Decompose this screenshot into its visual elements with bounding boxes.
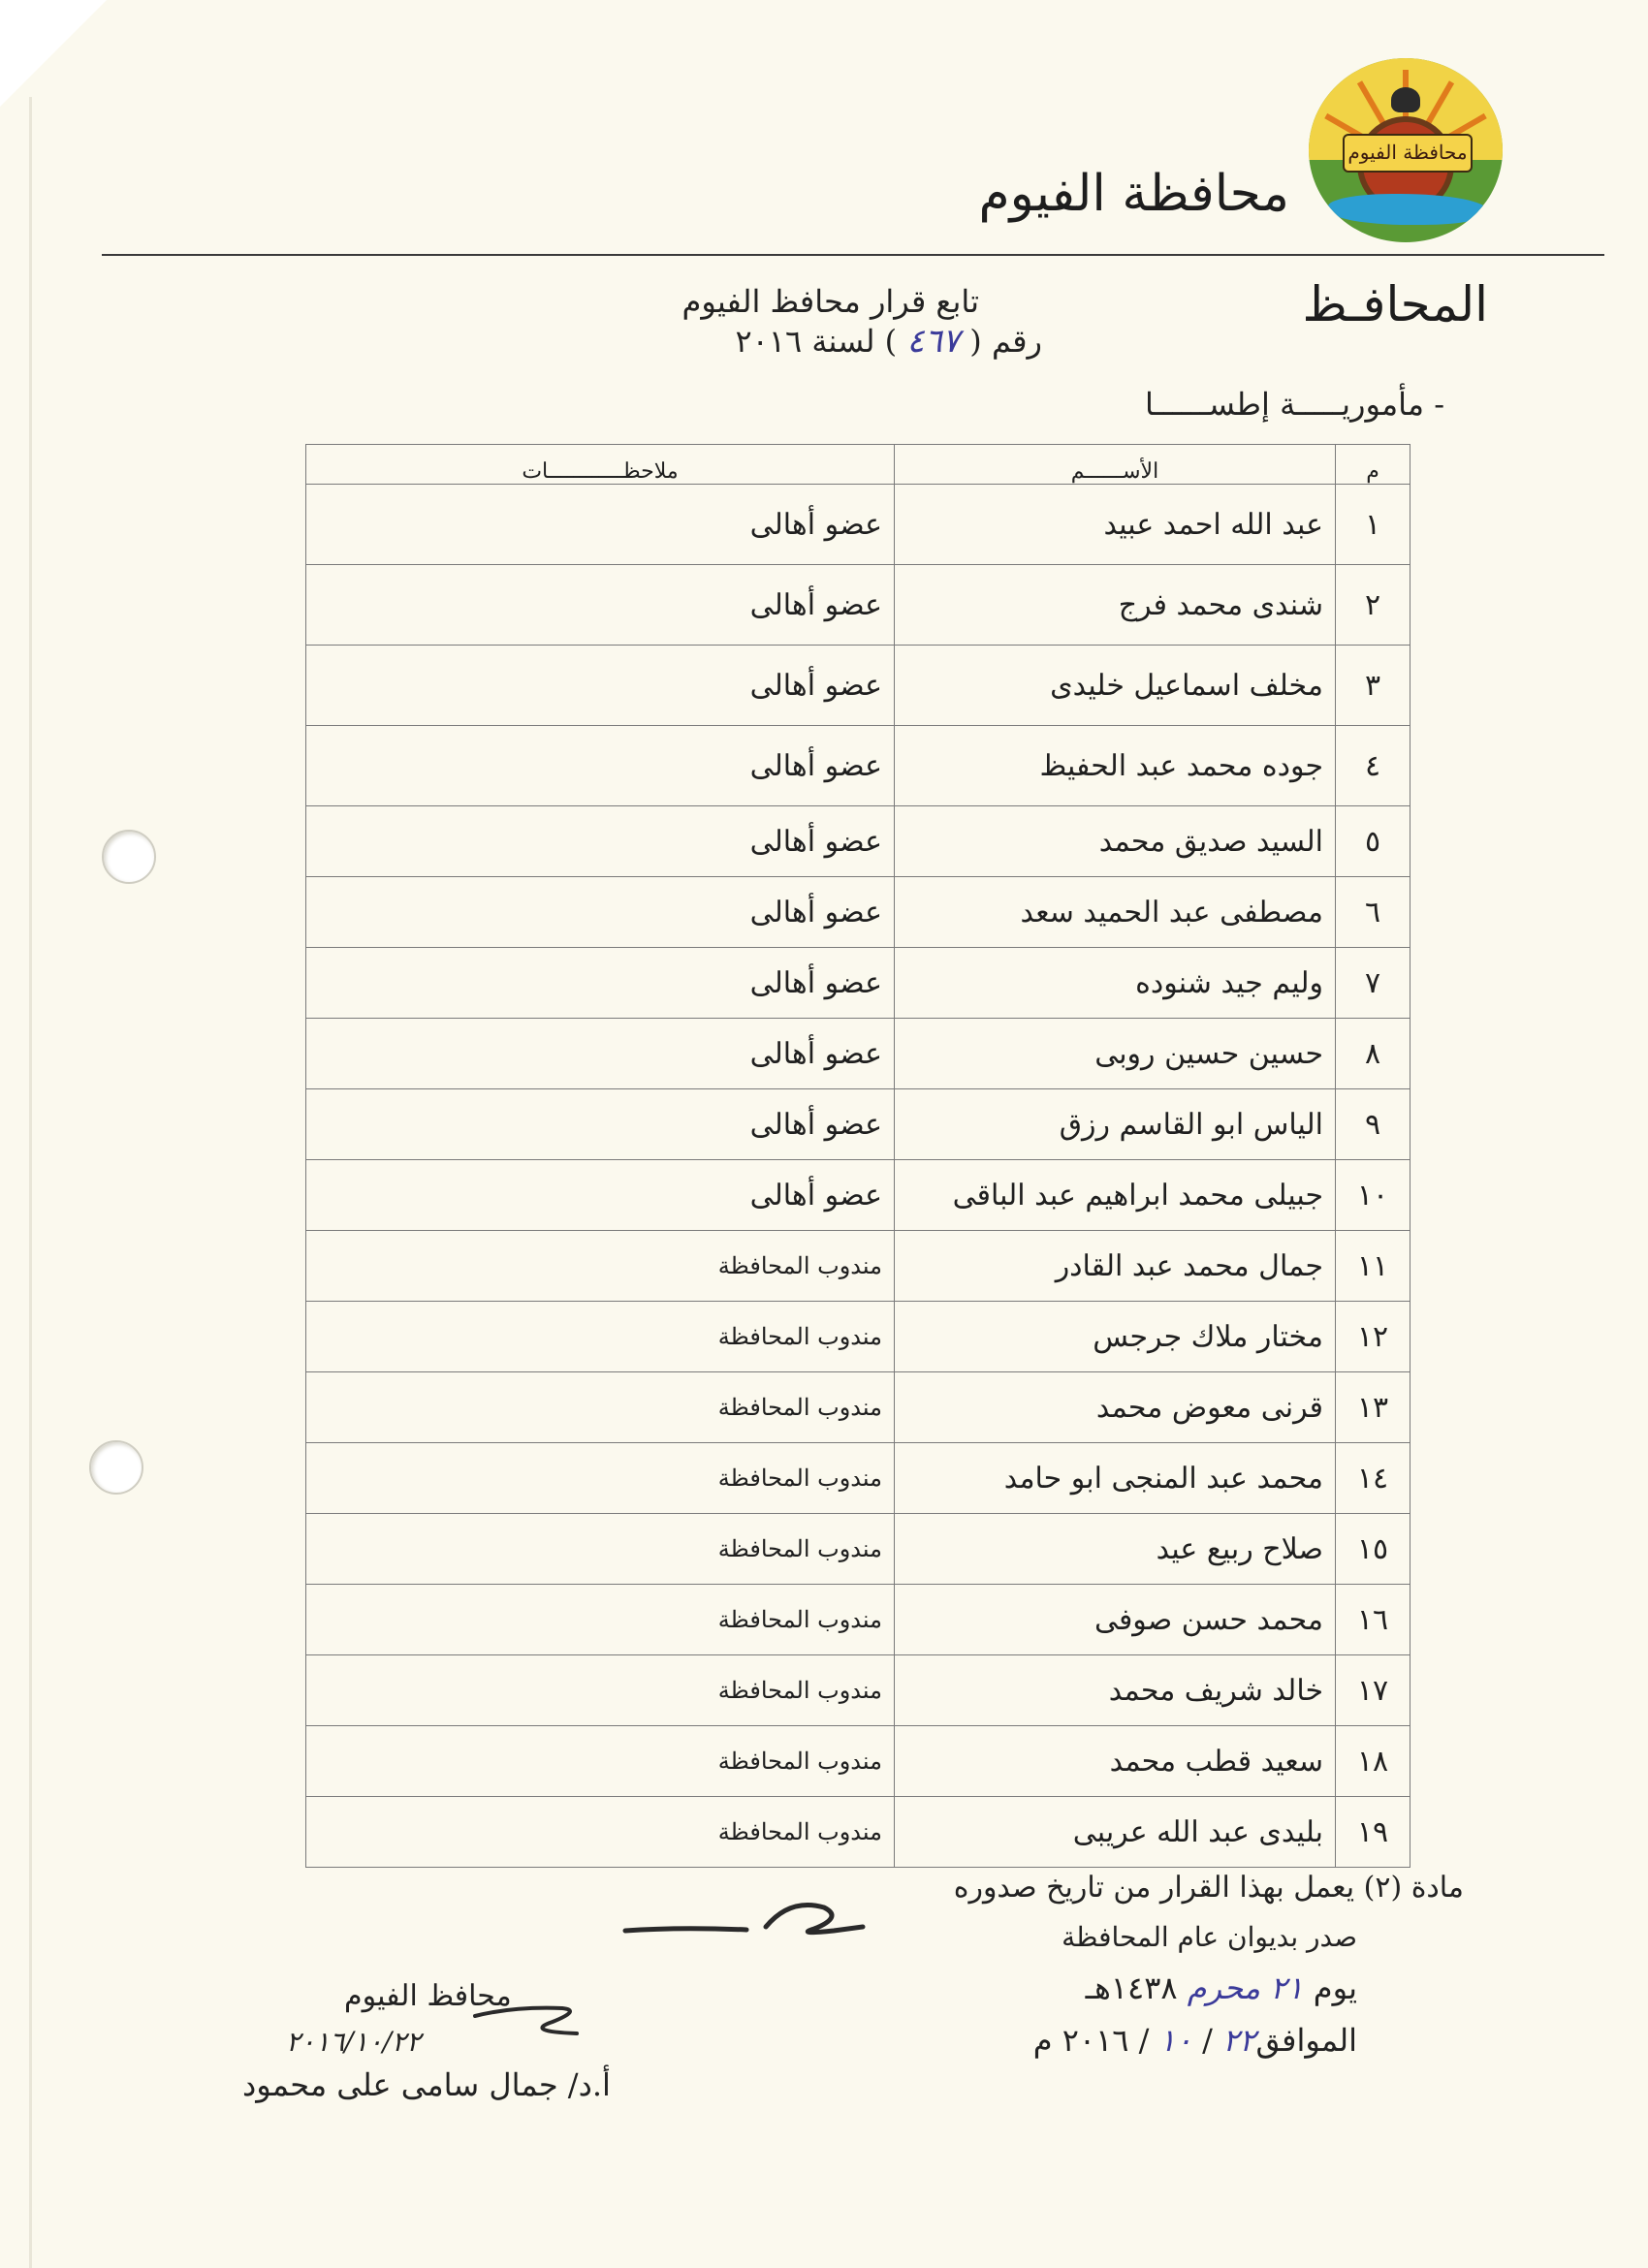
row-number: ٩ [1336, 1089, 1410, 1160]
row-number: ٦ [1336, 877, 1410, 948]
decision-number-prefix: رقم ( [969, 323, 1042, 360]
member-note: مندوب المحافظة [306, 1231, 895, 1302]
member-name: مصطفى عبد الحميد سعد [895, 877, 1336, 948]
initials-scribble [620, 1888, 872, 1946]
row-number: ١١ [1336, 1231, 1410, 1302]
greg-month: ١٠ [1158, 2022, 1192, 2059]
member-name: السيد صديق محمد [895, 806, 1336, 877]
member-note: عضو أهالى [306, 1160, 895, 1231]
member-note: عضو أهالى [306, 646, 895, 726]
table-row [306, 1443, 1410, 1514]
row-number: ٥ [1336, 806, 1410, 877]
header-notes: ملاحظــــــــــــات [306, 445, 895, 485]
header-num: م [1336, 445, 1410, 485]
header-divider [102, 254, 1604, 256]
row-number: ٢ [1336, 565, 1410, 646]
table-row [306, 1797, 1410, 1868]
folded-corner [0, 0, 107, 107]
greg-day: ٢٢ [1222, 2022, 1256, 2059]
punch-hole-bottom [89, 1440, 143, 1495]
issued-at-line: صدر بديوان عام المحافظة [1062, 1921, 1357, 1953]
member-note: عضو أهالى [306, 485, 895, 565]
member-note: مندوب المحافظة [306, 1372, 895, 1443]
table-row [306, 1089, 1410, 1160]
member-name: مخلف اسماعيل خليدى [895, 646, 1336, 726]
table-header-row [306, 445, 1410, 485]
member-note: عضو أهالى [306, 726, 895, 806]
row-number: ١٩ [1336, 1797, 1410, 1868]
decision-number-value: ٤٦٧ [906, 322, 961, 361]
member-note: عضو أهالى [306, 1089, 895, 1160]
table-row [306, 877, 1410, 948]
lake-icon [1328, 194, 1488, 225]
member-note: عضو أهالى [306, 565, 895, 646]
row-number: ١ [1336, 485, 1410, 565]
table-row [306, 1585, 1410, 1655]
table-row [306, 1302, 1410, 1372]
decision-number-suffix: ) لسنة ٢٠١٦ [735, 323, 898, 360]
member-name: جوده محمد عبد الحفيظ [895, 726, 1336, 806]
governorate-logo-emblem [1309, 58, 1503, 242]
decision-number-line [735, 322, 1042, 361]
member-note: عضو أهالى [306, 948, 895, 1019]
member-note: مندوب المحافظة [306, 1585, 895, 1655]
greg-prefix: الموافق [1255, 2022, 1357, 2059]
member-name: الياس ابو القاسم رزق [895, 1089, 1336, 1160]
table-row [306, 726, 1410, 806]
member-name: جبيلى محمد ابراهيم عبد الباقى [895, 1160, 1336, 1231]
member-note: مندوب المحافظة [306, 1797, 895, 1868]
row-number: ٧ [1336, 948, 1410, 1019]
row-number: ١٥ [1336, 1514, 1410, 1585]
row-number: ١٤ [1336, 1443, 1410, 1514]
member-name: بليدى عبد الله عريبى [895, 1797, 1336, 1868]
hijri-year: ١٤٣٨هـ [1085, 1969, 1178, 2006]
row-number: ١٨ [1336, 1726, 1410, 1797]
signature-scribble [465, 1977, 591, 2055]
table-row [306, 485, 1410, 565]
row-number: ٣ [1336, 646, 1410, 726]
district-heading: - مأموريـــــة إطســــــا [1144, 386, 1444, 423]
governor-heading: المحافـظ [1302, 276, 1488, 332]
table-row [306, 1160, 1410, 1231]
member-name: مختار ملاك جرجس [895, 1302, 1336, 1372]
governorate-title: محافظة الفيوم [978, 165, 1289, 223]
row-number: ١٧ [1336, 1655, 1410, 1726]
table-row [306, 565, 1410, 646]
table-row [306, 806, 1410, 877]
member-note: مندوب المحافظة [306, 1726, 895, 1797]
header-name: الأســــــم [895, 445, 1336, 485]
table-row [306, 1231, 1410, 1302]
hijri-prefix: يوم [1313, 1969, 1357, 2006]
member-name: محمد حسن صوفى [895, 1585, 1336, 1655]
member-name: جمال محمد عبد القادر [895, 1231, 1336, 1302]
table-row [306, 1655, 1410, 1726]
member-note: مندوب المحافظة [306, 1443, 895, 1514]
row-number: ١٢ [1336, 1302, 1410, 1372]
row-number: ٤ [1336, 726, 1410, 806]
member-name: صلاح ربيع عيد [895, 1514, 1336, 1585]
table-row [306, 646, 1410, 726]
member-name: خالد شريف محمد [895, 1655, 1336, 1726]
table-row [306, 1019, 1410, 1089]
decision-follow-line: تابع قرار محافظ الفيوم [681, 283, 979, 320]
table-row [306, 948, 1410, 1019]
signature-official-title: محافظ الفيوم [344, 1979, 512, 2013]
gregorian-date-line: الموافق٢٢ / ١٠ / ٢٠١٦ م [1032, 2022, 1357, 2059]
member-name: قرنى معوض محمد [895, 1372, 1336, 1443]
member-note: مندوب المحافظة [306, 1514, 895, 1585]
row-number: ١٦ [1336, 1585, 1410, 1655]
member-note: عضو أهالى [306, 806, 895, 877]
member-note: عضو أهالى [306, 877, 895, 948]
row-number: ١٣ [1336, 1372, 1410, 1443]
signatory-name: أ.د/ جمال سامى على محمود [242, 2066, 611, 2103]
member-note: مندوب المحافظة [306, 1302, 895, 1372]
punch-hole-top [102, 830, 156, 884]
table-row [306, 1514, 1410, 1585]
hijri-date-line [1086, 1969, 1357, 2006]
member-name: شندى محمد فرج [895, 565, 1336, 646]
page-edge-shadow [29, 97, 32, 2268]
hijri-handwritten-day: ٢١ محرم [1187, 1969, 1304, 2006]
logo-banner-text: محافظة الفيوم [1343, 134, 1473, 173]
signature-handwritten-date: ٢٠١٦/١٠/٢٢ [286, 2026, 422, 2058]
greg-year: ٢٠١٦ [1062, 2022, 1129, 2059]
table-row [306, 1726, 1410, 1797]
member-name: سعيد قطب محمد [895, 1726, 1336, 1797]
member-name: محمد عبد المنجى ابو حامد [895, 1443, 1336, 1514]
row-number: ١٠ [1336, 1160, 1410, 1231]
table-row [306, 1372, 1410, 1443]
article-two: مادة (٢) يعمل بهذا القرار من تاريخ صدوره [953, 1871, 1464, 1905]
eagle-icon [1391, 87, 1420, 112]
greg-suffix: م [1032, 2022, 1053, 2059]
row-number: ٨ [1336, 1019, 1410, 1089]
member-name: وليم جيد شنوده [895, 948, 1336, 1019]
member-name: عبد الله احمد عبيد [895, 485, 1336, 565]
members-table [305, 444, 1410, 1868]
member-note: عضو أهالى [306, 1019, 895, 1089]
member-name: حسين حسين روبى [895, 1019, 1336, 1089]
member-note: مندوب المحافظة [306, 1655, 895, 1726]
